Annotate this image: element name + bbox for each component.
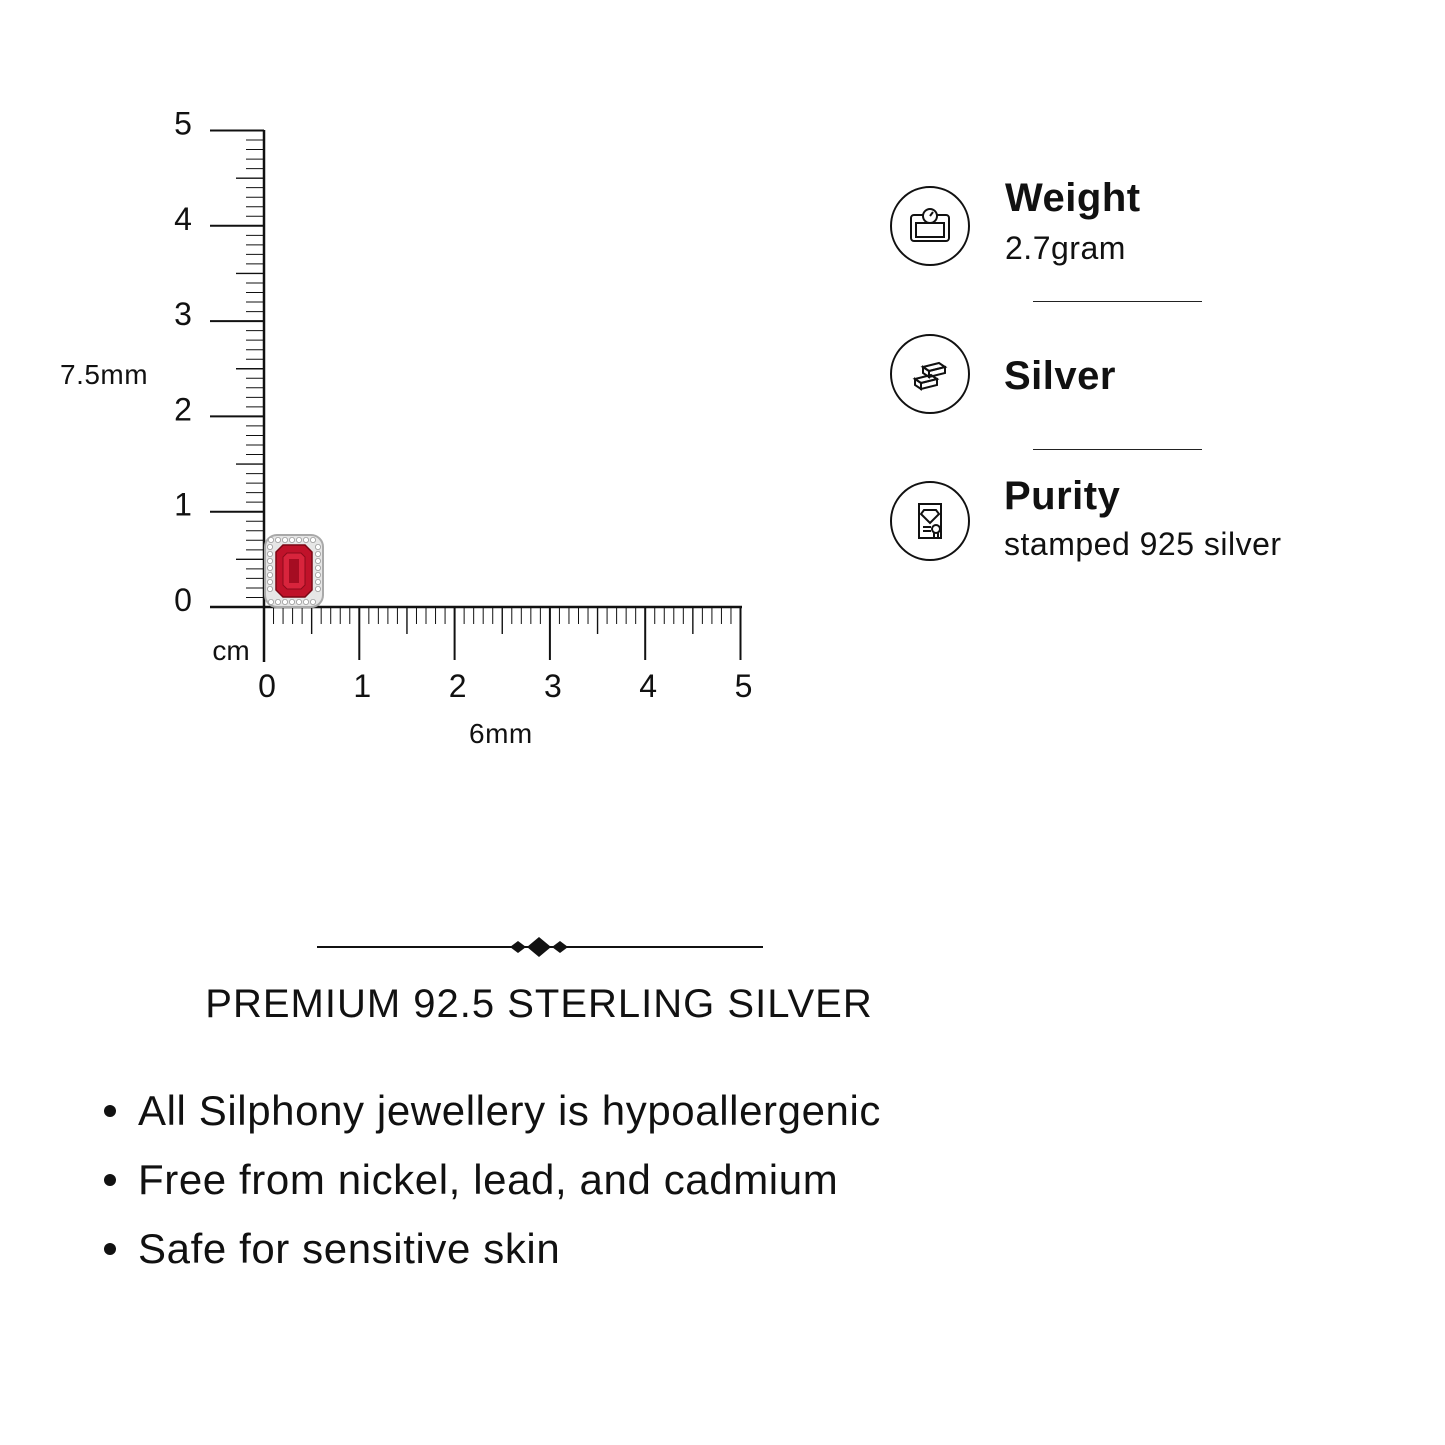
y-tick-label: 4 [174,200,192,237]
halo-diamond [296,599,301,604]
halo-diamond [315,551,320,556]
ornament-divider [317,932,763,962]
halo-diamond [315,586,320,591]
bullet-text: Safe for sensitive skin [138,1225,561,1272]
purity-value: stamped 925 silver [1004,526,1282,562]
x-tick-label: 3 [544,668,562,704]
x-tick-label: 2 [448,668,467,704]
halo-diamond [267,558,272,563]
bullet-icon [104,1105,116,1117]
weighing-scale-icon [890,186,970,266]
halo-diamond [268,599,273,604]
y-tick-label: 5 [174,105,192,142]
halo-diamond [315,579,320,584]
halo-diamond [267,565,272,570]
certificate-icon [890,481,970,561]
list-item [104,1156,838,1204]
y-tick-label: 1 [174,486,192,523]
x-tick-label: 0 [258,668,276,704]
halo-diamond [289,537,294,542]
weight-value: 2.7gram [1005,230,1126,266]
halo-diamond [315,572,320,577]
halo-diamond [303,599,308,604]
y-tick-label: 0 [174,582,192,618]
bullet-text: All Silphony jewellery is hypoallergenic [138,1087,882,1134]
halo-diamond [315,558,320,563]
halo-diamond [282,599,287,604]
halo-diamond [315,544,320,549]
halo-diamond [310,537,315,542]
x-axis-tick-labels [258,668,752,704]
halo-diamond [267,544,272,549]
halo-diamond [267,579,272,584]
halo-diamond [267,586,272,591]
list-item [104,1225,560,1273]
ruler-unit-label: cm [212,635,250,666]
halo-diamond [310,599,315,604]
halo-diamond [267,572,272,577]
halo-diamond [303,537,308,542]
halo-diamond [289,599,294,604]
weight-title: Weight [1005,176,1141,220]
earring-product-image [265,535,323,607]
spec-divider [1033,301,1202,302]
purity-title: Purity [1004,474,1121,518]
halo-diamond [268,537,273,542]
halo-diamond [275,537,280,542]
y-tick-label: 3 [174,296,192,333]
list-item [104,1087,881,1135]
x-tick-label: 5 [734,668,753,704]
bullet-text: Free from nickel, lead, and cadmium [138,1156,839,1203]
halo-diamond [275,599,280,604]
section-heading: PREMIUM 92.5 STERLING SILVER [205,982,873,1026]
halo-diamond [296,537,301,542]
x-tick-label: 1 [353,668,372,704]
halo-diamond [282,537,287,542]
y-tick-label: 2 [174,391,192,428]
width-dimension-label: 6mm [469,718,533,749]
bullet-icon [104,1174,116,1186]
halo-diamond [315,565,320,570]
y-axis-tick-labels [174,106,192,619]
spec-divider [1033,449,1202,450]
x-tick-label: 4 [639,668,658,704]
height-dimension-label: 7.5mm [60,359,149,390]
ruby-stone-table [289,559,299,583]
halo-diamond [267,551,272,556]
silver-bars-icon [890,334,970,414]
bullet-icon [104,1243,116,1255]
silver-title: Silver [1004,354,1116,398]
